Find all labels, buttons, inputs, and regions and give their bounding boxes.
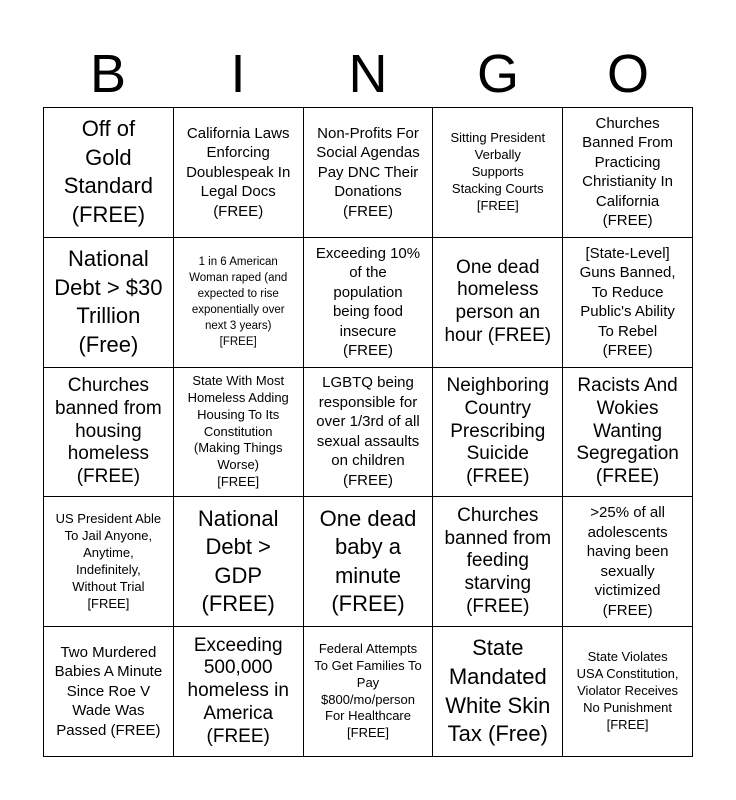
bingo-cell-text: [State-Level] Guns Banned, To Reduce Public's Ability To Rebel (FREE) [579, 244, 676, 360]
bingo-cell-text: Two Murdered Babies A Minute Since Roe V Wade Was Passed (FREE) [54, 643, 163, 739]
bingo-cell[interactable] [174, 238, 304, 368]
bingo-cell[interactable] [433, 627, 563, 757]
bingo-cell[interactable] [44, 627, 174, 757]
bingo-cell[interactable] [563, 368, 693, 498]
bingo-cell-text: National Debt > GDP (FREE) [197, 505, 279, 617]
bingo-cell[interactable] [433, 368, 563, 498]
header-letter-o: O [606, 44, 649, 104]
header-letter-i: I [230, 44, 246, 104]
bingo-cell[interactable] [433, 238, 563, 368]
bingo-cell[interactable] [563, 108, 693, 238]
bingo-cell-text: State With Most Homeless Adding Housing To Its Constitution (Making Things Worse) [FREE] [187, 372, 289, 490]
bingo-cell[interactable] [304, 238, 434, 368]
bingo-cell-text: Non-Profits For Social Agendas Pay DNC Their Donations (FREE) [316, 124, 420, 220]
bingo-cell-text: LGBTQ being responsible for over 1/3rd of all sexual assaults on children (FREE) [316, 374, 420, 489]
header-letter-b: B [89, 44, 127, 104]
bingo-cell[interactable] [174, 627, 304, 757]
bingo-cell-text: Racists And Wokies Wanting Segregation (FREE) [576, 375, 679, 488]
bingo-cell[interactable] [433, 497, 563, 627]
bingo-cell[interactable] [304, 497, 434, 627]
bingo-cell-text: Churches Banned From Practicing Christianity In California (FREE) [582, 114, 674, 230]
bingo-cell[interactable] [174, 108, 304, 238]
bingo-cell-text: Exceeding 10% of the population being food insecure (FREE) [315, 244, 421, 360]
bingo-cell-text: State Mandated White Skin Tax (Free) [445, 635, 551, 747]
bingo-cell-text: National Debt > $30 Trillion (Free) [54, 246, 163, 357]
bingo-cell[interactable] [174, 497, 304, 627]
bingo-cell-text: One dead baby a minute (FREE) [319, 505, 417, 617]
bingo-cell-text: One dead homeless person an hour (FREE) [444, 256, 552, 346]
bingo-cell-text: US President Able To Jail Anyone, Anytime, Indefinitely, Without Trial [FREE] [55, 511, 162, 611]
bingo-cell[interactable] [304, 108, 434, 238]
bingo-cell[interactable] [304, 627, 434, 757]
bingo-cell[interactable] [44, 497, 174, 627]
bingo-cell[interactable] [563, 497, 693, 627]
bingo-cell[interactable] [563, 238, 693, 368]
bingo-cell[interactable] [563, 627, 693, 757]
bingo-cell-text: Sitting President Verbally Supports Stacking Courts [FREE] [450, 130, 546, 213]
header-letter-n: N [348, 44, 388, 104]
bingo-cell-text: Churches banned from feeding starving (FREE) [444, 504, 552, 617]
bingo-cell-text: State Violates USA Constitution, Violator Receives No Punishment [FREE] [576, 649, 679, 732]
bingo-cell-text: Federal Attempts To Get Families To Pay $800/mo/person For Healthcare [FREE] [314, 640, 422, 741]
bingo-cell[interactable] [304, 368, 434, 498]
bingo-cell[interactable] [44, 238, 174, 368]
bingo-cell-text: Exceeding 500,000 homeless in America (FREE) [187, 634, 289, 747]
bingo-header [43, 40, 693, 108]
bingo-cell[interactable] [44, 368, 174, 498]
bingo-cell-text: Churches banned from housing homeless (FREE) [55, 375, 162, 488]
bingo-cell-text: Off of Gold Standard (FREE) [63, 116, 154, 227]
bingo-cell-text: 1 in 6 American Woman raped (and expected to rise exponentially over next 3 years) [FREE] [189, 255, 288, 349]
header-letter-g: G [476, 44, 519, 104]
bingo-cell[interactable] [174, 368, 304, 498]
bingo-cell-text: California Laws Enforcing Doublespeak In Legal Docs (FREE) [186, 124, 291, 220]
bingo-cell[interactable] [44, 108, 174, 238]
bingo-cell[interactable] [433, 108, 563, 238]
bingo-cell-text: Neighboring Country Prescribing Suicide (FREE) [446, 375, 550, 488]
bingo-card-grid [43, 107, 693, 757]
bingo-cell-text: >25% of all adolescents having been sexually victimized (FREE) [586, 504, 669, 619]
